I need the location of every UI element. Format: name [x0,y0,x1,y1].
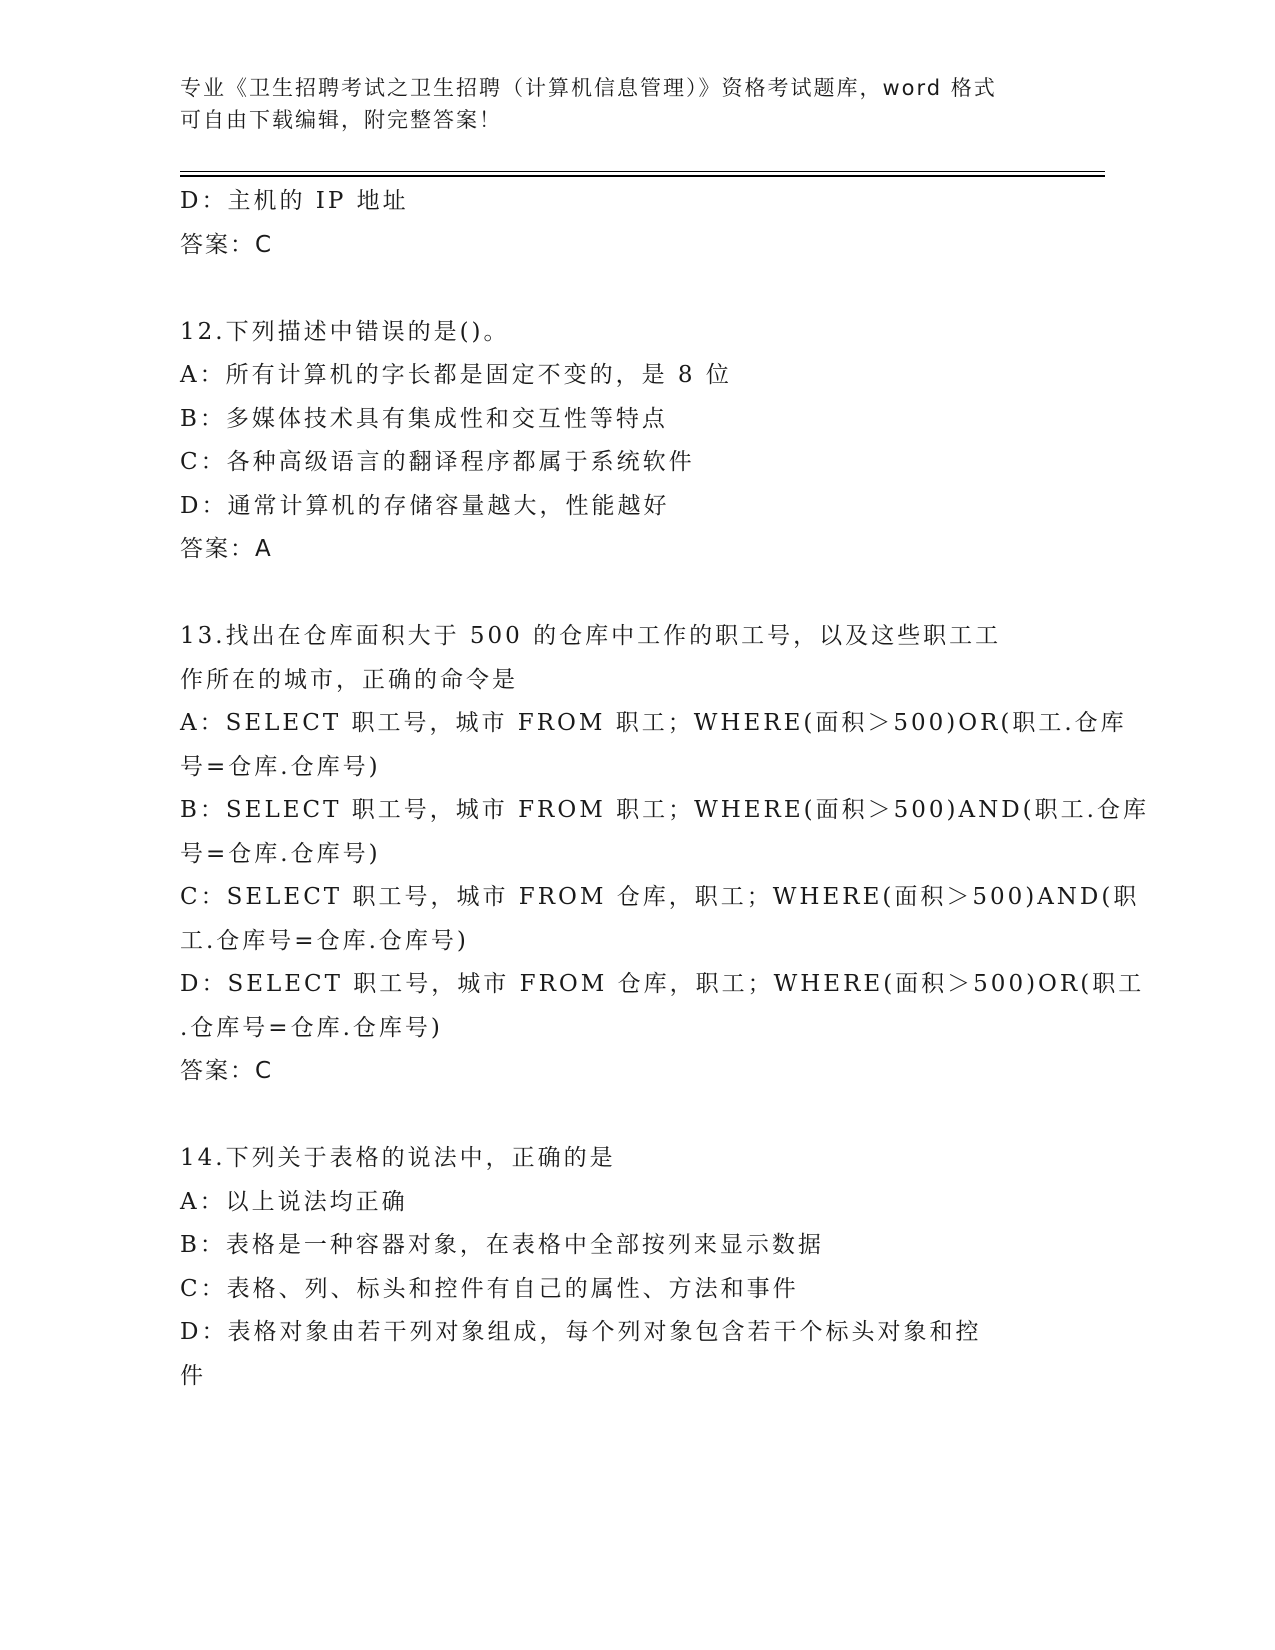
header-rule-thick [180,175,1105,177]
spacer [180,572,1040,616]
header-rule-thin [180,171,1105,172]
answer: 答案：C [180,231,274,258]
answer: 答案：A [180,536,273,562]
option-b: B：表格是一种容器对象，在表格中全部按列来显示数据 [180,1232,824,1258]
option-c: C：各种高级语言的翻译程序都属于系统软件 [180,449,695,475]
question-text: 14.下列关于表格的说法中，正确的是 [180,1145,616,1171]
option-c: C：表格、列、标头和控件有自己的属性、方法和事件 [180,1275,799,1302]
option-d-line-1: D：表格对象由若干列对象组成，每个列对象包含若干个标头对象和控 [180,1319,982,1345]
question-text-line-2: 作所在的城市，正确的命令是 [180,666,518,693]
option-b: B：多媒体技术具有集成性和交互性等特点 [180,405,668,432]
option-a-line-2: 号=仓库.仓库号) [180,753,381,780]
spacer [180,1094,1040,1138]
question-text: 12.下列描述中错误的是()。 [180,318,510,345]
header-line-1: 专业《卫生招聘考试之卫生招聘（计算机信息管理）》资格考试题库，word 格式 [180,76,997,100]
question-13 [180,615,1149,1094]
option-d: D：主机的 IP 地址 [180,188,409,214]
question-content [180,180,1149,1398]
option-d-line-2: 件 [180,1362,206,1389]
header-line-2: 可自由下载编辑，附完整答案！ [180,108,502,132]
option-b-line-2: 号=仓库.仓库号) [180,840,381,867]
answer: 答案：C [180,1058,274,1084]
option-d: D：通常计算机的存储容量越大，性能越好 [180,492,670,519]
page-header [180,72,1060,136]
option-a: A：以上说法均正确 [180,1188,408,1215]
option-c-line-1: C：SELECT 职工号，城市 FROM 仓库，职工；WHERE(面积＞500)AND(职 [180,884,1140,910]
option-d-line-2: .仓库号=仓库.仓库号) [180,1014,443,1041]
option-b-line-1: B：SELECT 职工号，城市 FROM 职工；WHERE(面积＞500)AND(职工.仓库 [180,797,1149,823]
spacer [180,267,1040,311]
question-12 [180,311,1040,572]
previous-question-tail [180,180,1040,267]
question-text-line-1: 13.找出在仓库面积大于 500 的仓库中工作的职工号，以及这些职工工 [180,623,1002,649]
option-c-line-2: 工.仓库号=仓库.仓库号) [180,927,469,954]
option-a: A：所有计算机的字长都是固定不变的，是 8 位 [180,362,732,388]
option-a-line-1: A：SELECT 职工号，城市 FROM 职工；WHERE(面积＞500)OR(职工.仓库 [180,710,1127,736]
question-14 [180,1137,1040,1398]
option-d-line-1: D：SELECT 职工号，城市 FROM 仓库，职工；WHERE(面积＞500)OR(职工 [180,971,1145,997]
